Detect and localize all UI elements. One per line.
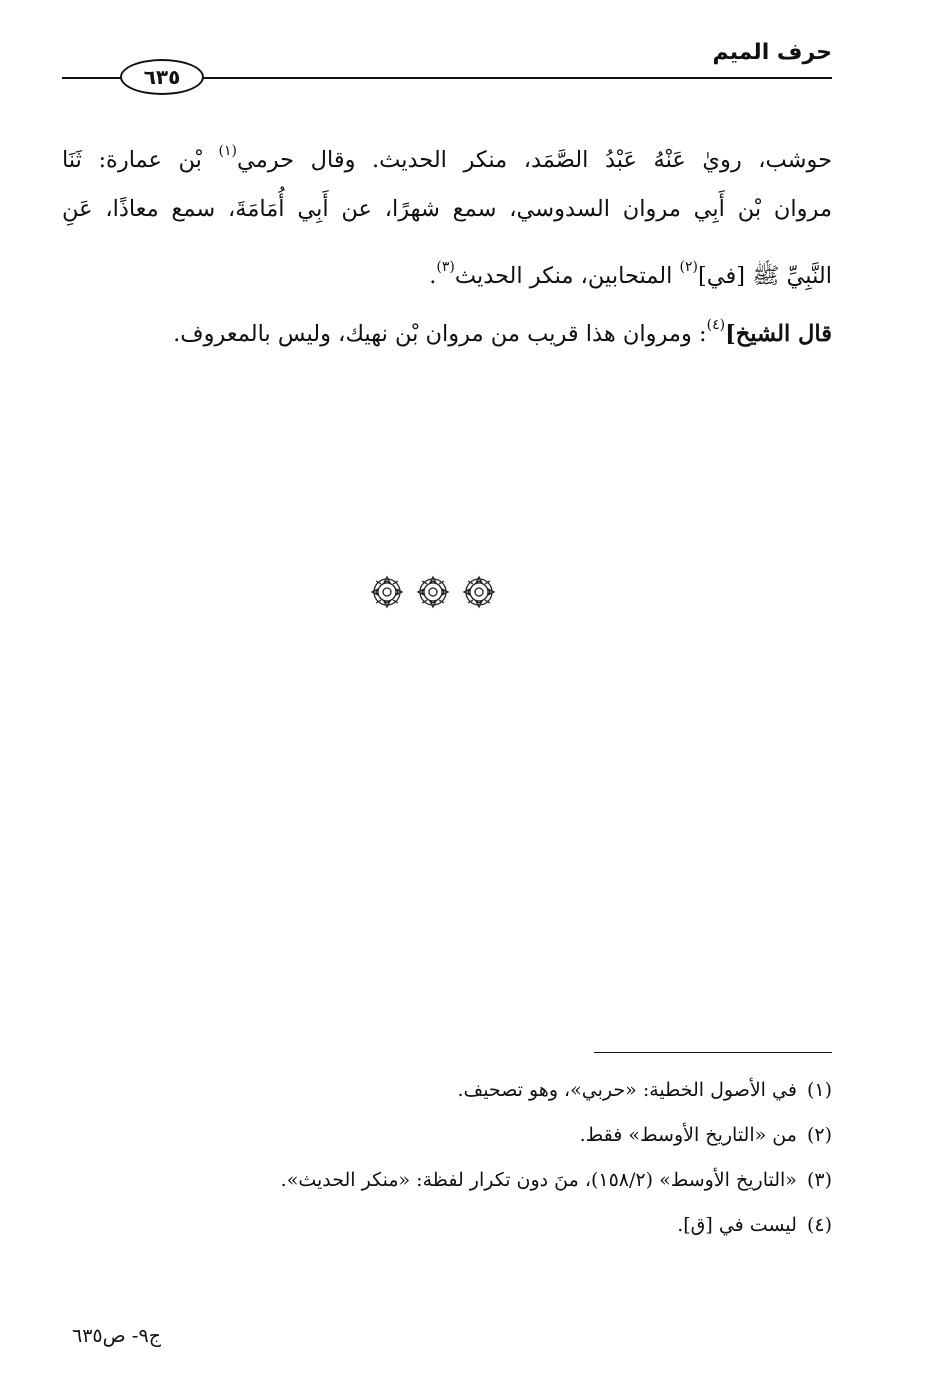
sheikh-label: قال الشيخ] [725, 321, 832, 347]
text-line-2: مروان بْن أَبِي مروان السدوسي، سمع شهرًا، عن أَبِي أُمَامَةَ، سمع معاذًا، عَنِ [62, 196, 832, 222]
footnote-ref-4: (٤) [706, 317, 726, 333]
footnote-number: (٢) [806, 1124, 832, 1146]
text-line-3 [62, 238, 832, 296]
footnote-number: (٤) [806, 1214, 832, 1236]
footnote-ref-2: (٢) [679, 259, 698, 275]
footnote-text: من «التاريخ الأوسط» فقط. [579, 1124, 797, 1146]
text-line-1 [62, 122, 832, 180]
text-segment: حوشب، رويٰ عَنْهُ عَبْدُ الصَّمَد، منكر الحديث. وقال حرمي [236, 147, 832, 173]
page-number: ٦٣٥ [120, 59, 204, 95]
footnotes [180, 1068, 832, 1248]
footnote-2 [180, 1113, 832, 1158]
footnote-number: (٣) [806, 1169, 832, 1191]
text-segment: النَّبِيِّ ﷺ [في] [698, 263, 832, 289]
footnote-4 [180, 1203, 832, 1248]
footnote-text: ليست في [ق]. [677, 1214, 797, 1236]
volume-page-reference: ج٩- ص٦٣٥ [72, 1325, 161, 1347]
text-segment: . [429, 263, 437, 289]
ornament-flower-icon [416, 575, 450, 609]
text-segment: بْن عمارة: ثَنَا [62, 147, 219, 173]
footnote-1 [180, 1068, 832, 1113]
text-segment: : ومروان هذا قريب من مروان بْن نهيك، وليس بالمعروف. [173, 321, 707, 347]
footnote-ref-3: (٣) [436, 259, 455, 275]
footnote-separator [594, 1052, 832, 1053]
footnote-text: «التاريخ الأوسط» (١٥٨/٢)، منَ دون تكرار لفظة: «منكر الحديث». [280, 1169, 797, 1191]
text-line-4 [62, 296, 832, 354]
footnote-ref-1: (١) [218, 143, 237, 159]
ornament-flower-icon [370, 575, 404, 609]
main-text [62, 122, 832, 354]
chapter-title: حرف الميم [712, 40, 832, 65]
text-segment: المتحابين، منكر الحديث [454, 263, 680, 289]
footnote-3 [180, 1158, 832, 1203]
ornament-flower-icon [462, 575, 496, 609]
footnote-text: في الأصول الخطية: «حربي»، وهو تصحيف. [457, 1079, 797, 1101]
section-divider-ornaments [370, 575, 496, 611]
footnote-number: (١) [806, 1079, 832, 1101]
